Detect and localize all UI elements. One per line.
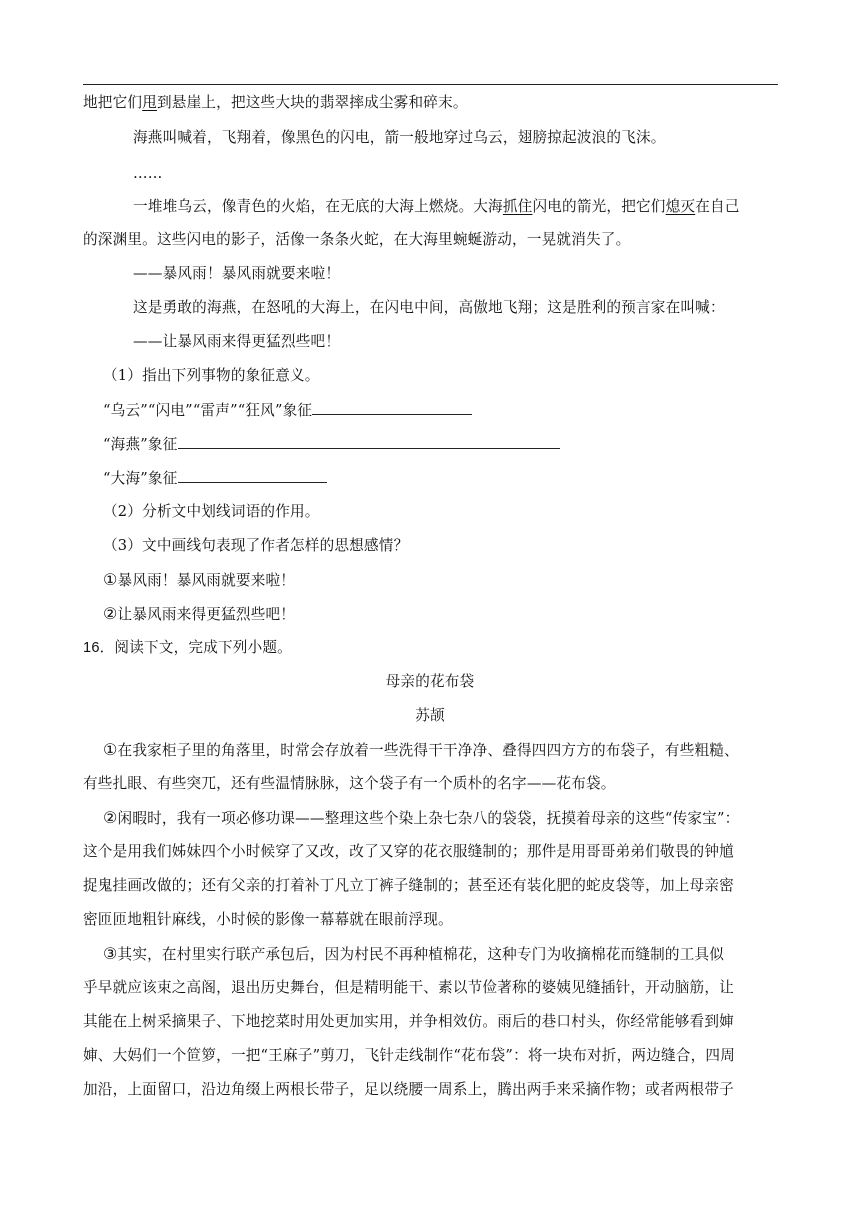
text: 暴风雨！暴风雨就要来啦！ bbox=[117, 572, 296, 589]
passage-line: ——让暴风雨来得更猛烈些吧！ bbox=[133, 333, 341, 350]
passage-line bbox=[83, 93, 468, 113]
passage-line: ——暴风雨！暴风雨就要来啦！ bbox=[133, 265, 341, 282]
paragraph-2-line bbox=[103, 808, 739, 829]
paragraph-2-line: 密匝匝地粗针麻线，小时候的影像一幕幕就在眼前浮现。 bbox=[83, 911, 453, 928]
answer-blank[interactable] bbox=[178, 468, 327, 483]
question-2: （2）分析文中划线词语的作用。 bbox=[103, 503, 320, 520]
answer-blank[interactable] bbox=[178, 434, 560, 449]
sentence-1 bbox=[103, 570, 295, 591]
paragraph-2-line: 捉鬼挂画改做的；还有父亲的打着补丁凡立丁裤子缝制的；甚至还有装化肥的蛇皮袋等，加上母亲密 bbox=[83, 877, 734, 894]
text: 地把它们 bbox=[83, 94, 143, 111]
circled-number: ② bbox=[103, 808, 118, 827]
text: 在自己 bbox=[695, 198, 740, 215]
paragraph-3-line bbox=[103, 944, 724, 965]
question-1c bbox=[103, 468, 327, 489]
text: “乌云”“闪电”“雷声”“狂风”象征 bbox=[103, 402, 313, 419]
question-3: （3）文中画线句表现了作者怎样的思想感情？ bbox=[103, 537, 409, 554]
paragraph-3-line: 加沿，上面留口，沿边角缀上两根长带子，足以绕腰一周系上，腾出两手来采摘作物；或者两根带子 bbox=[83, 1081, 734, 1098]
sentence-2 bbox=[103, 604, 295, 625]
passage-line bbox=[133, 197, 740, 217]
header-rule bbox=[83, 84, 778, 85]
circled-number: ① bbox=[103, 740, 118, 759]
text: 一堆堆乌云，像青色的火焰，在无底的大海上燃烧。大海 bbox=[133, 198, 503, 215]
question-1a bbox=[103, 400, 472, 421]
underlined-word: 熄灭 bbox=[665, 198, 696, 215]
answer-blank[interactable] bbox=[312, 400, 472, 415]
question-1: （1）指出下列事物的象征意义。 bbox=[103, 367, 320, 384]
text: 其实，在村里实行联产承包后，因为村民不再种植棉花，这种专门为收摘棉花而缝制的工具似 bbox=[117, 946, 725, 963]
circled-number: ③ bbox=[103, 944, 118, 963]
text: “海燕”象征 bbox=[103, 436, 178, 453]
passage-line: 这是勇敢的海燕，在怒吼的大海上，在闪电中间，高傲地飞翔；这是胜利的预言家在叫喊： bbox=[133, 299, 725, 316]
question-16 bbox=[83, 638, 292, 658]
text: ．阅读下文，完成下列小题。 bbox=[99, 639, 292, 656]
underlined-word: 抓住 bbox=[502, 198, 533, 215]
text: 让暴风雨来得更猛烈些吧！ bbox=[117, 606, 296, 623]
paragraph-3-line: 婶、大妈们一个笸箩，一把“王麻子”剪刀，飞针走线制作“花布袋”：将一块布对折，两边缝合，四周 bbox=[83, 1047, 735, 1064]
circled-number: ② bbox=[103, 604, 118, 623]
question-1b bbox=[103, 434, 560, 455]
text: 闲暇时，我有一项必修功课——整理这些个染上杂七杂八的袋袋，抚摸着母亲的这些“传家宝”： bbox=[117, 810, 740, 827]
article-title: 母亲的花布袋 bbox=[385, 673, 475, 690]
passage-line: 的深渊里。这些闪电的影子，活像一条条火蛇，在大海里蜿蜒游动，一晃就消失了。 bbox=[83, 231, 631, 248]
question-number: 16 bbox=[83, 640, 100, 656]
text: 在我家柜子里的角落里，时常会存放着一些洗得干干净净、叠得四四方方的布袋子，有些粗糙、 bbox=[117, 742, 739, 759]
text: “大海”象征 bbox=[103, 470, 178, 487]
text: 闪电的箭光，把它们 bbox=[532, 198, 666, 215]
underlined-word: 甩 bbox=[142, 94, 157, 111]
paragraph-3-line: 其能在上树采摘果子、下地挖菜时用处更加实用，并争相效仿。雨后的巷口村头，你经常能够看到婶 bbox=[83, 1013, 734, 1030]
circled-number: ① bbox=[103, 570, 118, 589]
text: 到悬崖上，把这些大块的翡翠摔成尘雾和碎末。 bbox=[156, 94, 468, 111]
ellipsis: …… bbox=[133, 165, 163, 182]
paragraph-1-line: 有些扎眼、有些突兀，还有些温情脉脉，这个袋子有一个质朴的名字——花布袋。 bbox=[83, 775, 616, 792]
article-author: 苏颉 bbox=[415, 707, 445, 724]
passage-line: 海燕叫喊着，飞翔着，像黑色的闪电，箭一般地穿过乌云，翅膀掠起波浪的飞沫。 bbox=[133, 129, 666, 146]
paragraph-1-line bbox=[103, 740, 739, 761]
paragraph-2-line: 这个是用我们姊妹四个小时候穿了又改，改了又穿的花衣服缝制的；那件是用哥哥弟弟们敬畏的钟馗 bbox=[83, 843, 734, 860]
paragraph-3-line: 乎早就应该束之高阁，退出历史舞台，但是精明能干、素以节俭著称的婆姨见缝插针，开动脑筋，让 bbox=[83, 979, 734, 996]
